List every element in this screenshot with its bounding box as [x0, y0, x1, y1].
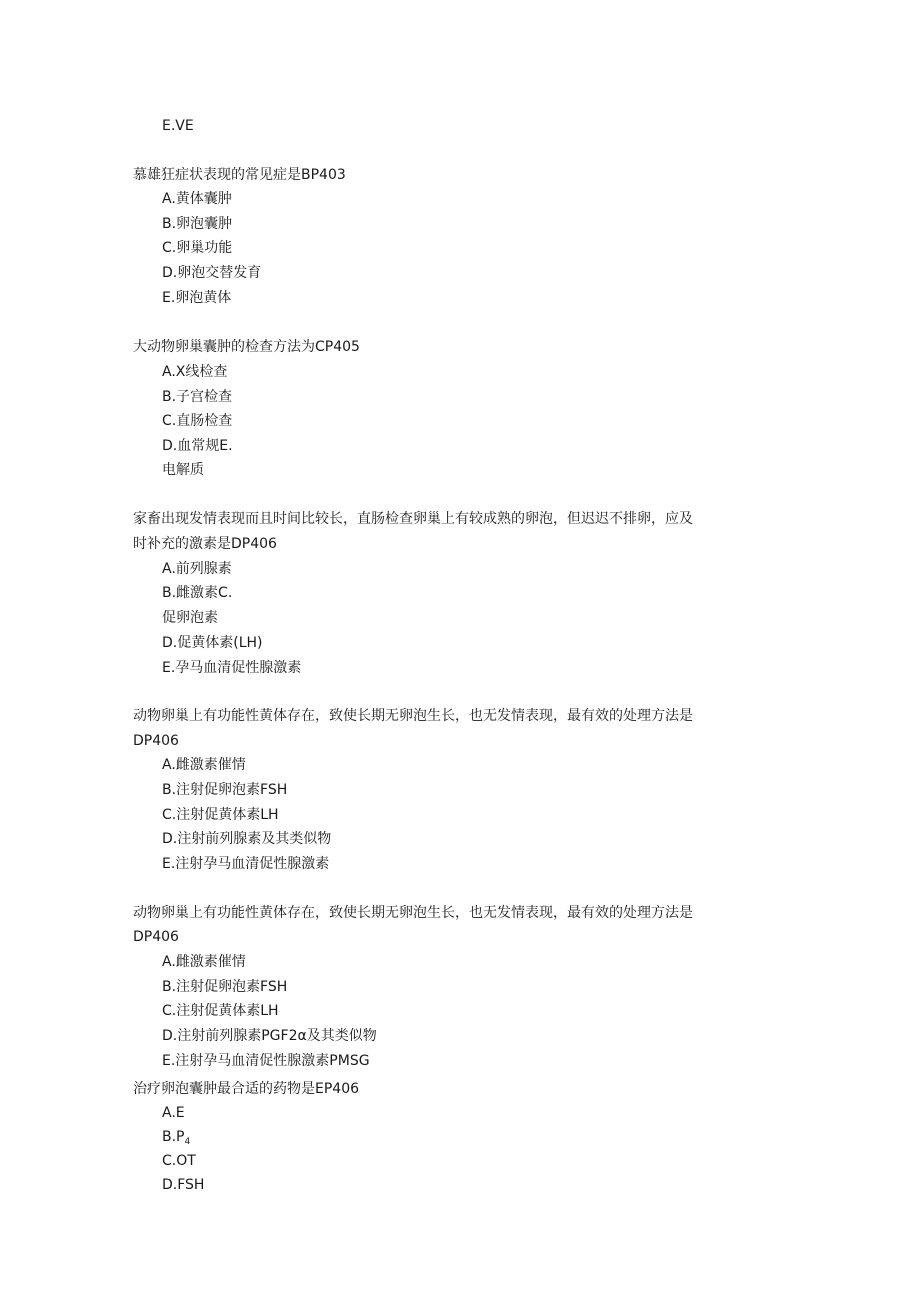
option-a: A.雌激素催情 — [162, 954, 246, 970]
option-a: A.黄体囊肿 — [162, 191, 232, 207]
option-e: E.注射孕马血清促性腺激素 — [162, 856, 330, 872]
option-c: C.OT — [162, 1153, 196, 1169]
option-b: B.注射促卵泡素FSH — [162, 979, 288, 995]
option-e: E.孕马血清促性腺激素 — [162, 660, 302, 676]
question-stem-line-1: 动物卵巢上有功能性黄体存在，致使长期无卵泡生长，也无发情表现，最有效的处理方法是 — [133, 905, 693, 921]
option-c: C.卵巢功能 — [162, 240, 233, 256]
option-b: B.子宫检查 — [162, 389, 233, 405]
question-stem-line-2: DP406 — [133, 733, 179, 749]
option-c: C.直肠检查 — [162, 413, 233, 429]
option-b-text: B.P — [162, 1129, 185, 1145]
question-stem: 大动物卵巢囊肿的检查方法为CP405 — [133, 339, 360, 355]
question-stem: 慕雄狂症状表现的常见症是BP403 — [133, 167, 346, 183]
question-stem-line-2: DP406 — [133, 929, 179, 945]
option-c: C.注射促黄体素LH — [162, 807, 279, 823]
option-d: D.卵泡交替发育 — [162, 265, 262, 281]
option-d: D.FSH — [162, 1177, 205, 1193]
option-b — [162, 1127, 190, 1152]
question-stem-line-1: 动物卵巢上有功能性黄体存在，致使长期无卵泡生长，也无发情表现，最有效的处理方法是 — [133, 708, 693, 724]
option-e: E.卵泡黄体 — [162, 290, 232, 306]
option-a: A.前列腺素 — [162, 561, 232, 577]
option-e: E.VE — [162, 118, 194, 134]
option-continuation: 电解质 — [162, 462, 204, 478]
option-a: A.雌激素催情 — [162, 757, 246, 773]
option-d: D.注射前列腺素及其类似物 — [162, 831, 332, 847]
option-d: D.促黄体素(LH) — [162, 635, 263, 651]
option-b: B.卵泡囊肿 — [162, 216, 233, 232]
question-stem-line-2: 时补充的激素是DP406 — [133, 536, 277, 552]
option-b: B.雌激素C. — [162, 585, 233, 601]
option-c: C.注射促黄体素LH — [162, 1003, 279, 1019]
option-continuation: 促卵泡素 — [162, 610, 218, 626]
option-a: A.E — [162, 1105, 185, 1121]
option-d: D.血常规E. — [162, 438, 233, 454]
question-stem-line-1: 家畜出现发情表现而且时间比较长，直肠检查卵巢上有较成熟的卵泡，但迟迟不排卵，应及 — [133, 511, 693, 527]
option-e: E.注射孕马血清促性腺激素PMSG — [162, 1053, 370, 1069]
option-a: A.X线检查 — [162, 364, 228, 380]
question-stem: 治疗卵泡囊肿最合适的药物是EP406 — [133, 1081, 360, 1097]
option-b: B.注射促卵泡素FSH — [162, 782, 288, 798]
subscript: 4 — [184, 1137, 191, 1147]
option-d: D.注射前列腺素PGF2α及其类似物 — [162, 1028, 377, 1044]
